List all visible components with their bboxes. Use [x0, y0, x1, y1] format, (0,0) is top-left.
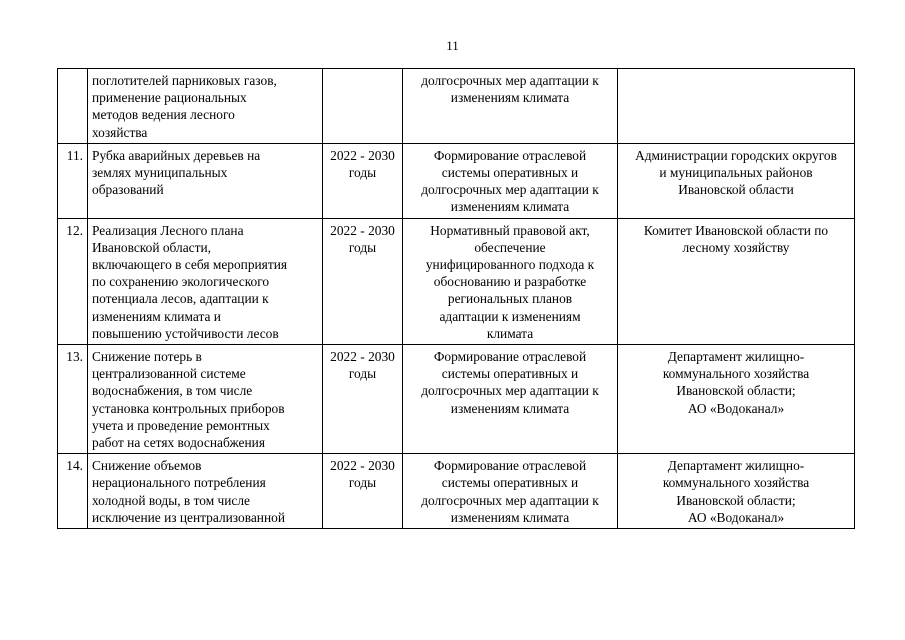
table-row: [58, 218, 855, 344]
measures-table: [57, 68, 855, 529]
implementation-term: 2022 - 2030 годы: [323, 218, 403, 344]
expected-result: Формирование отраслевой системы оперативных и долгосрочных мер адаптации к изменениям климата: [403, 454, 618, 529]
expected-result: Формирование отраслевой системы оперативных и долгосрочных мер адаптации к изменениям климата: [403, 143, 618, 218]
measure-name: Снижение потерь в централизованной системе водоснабжения, в том числе установка контрольных приборов учета и проведение ремонтных работ на сетях водоснабжения: [88, 345, 323, 454]
executor: Администрации городских округов и муниципальных районов Ивановской области: [618, 143, 855, 218]
expected-result: Формирование отраслевой системы оперативных и долгосрочных мер адаптации к изменениям климата: [403, 345, 618, 454]
row-number: 14.: [58, 454, 88, 529]
measure-name: Реализация Лесного плана Ивановской области, включающего в себя мероприятия по сохранению экологического потенциала лесов, адаптации к изменениям климата и повышению устойчивости лесов: [88, 218, 323, 344]
executor: [618, 69, 855, 144]
implementation-term: 2022 - 2030 годы: [323, 143, 403, 218]
implementation-term: [323, 69, 403, 144]
executor: Департамент жилищно- коммунального хозяйства Ивановской области; АО «Водоканал»: [618, 345, 855, 454]
implementation-term: 2022 - 2030 годы: [323, 345, 403, 454]
table-row: [58, 69, 855, 144]
executor: Комитет Ивановской области по лесному хозяйству: [618, 218, 855, 344]
page-number: 11: [446, 38, 459, 53]
measure-name: Снижение объемов нерационального потребления холодной воды, в том числе исключение из централизованной: [88, 454, 323, 529]
row-number: [58, 69, 88, 144]
table-row: [58, 143, 855, 218]
row-number: 11.: [58, 143, 88, 218]
table-row: [58, 345, 855, 454]
measure-name: поглотителей парниковых газов, применение рациональных методов ведения лесного хозяйства: [88, 69, 323, 144]
implementation-term: 2022 - 2030 годы: [323, 454, 403, 529]
row-number: 12.: [58, 218, 88, 344]
executor: Департамент жилищно- коммунального хозяйства Ивановской области; АО «Водоканал»: [618, 454, 855, 529]
table-row: [58, 454, 855, 529]
expected-result: Нормативный правовой акт, обеспечение унифицированного подхода к обоснованию и разработке региональных планов адаптации к изменениям климата: [403, 218, 618, 344]
expected-result: долгосрочных мер адаптации к изменениям климата: [403, 69, 618, 144]
row-number: 13.: [58, 345, 88, 454]
measure-name: Рубка аварийных деревьев на землях муниципальных образований: [88, 143, 323, 218]
